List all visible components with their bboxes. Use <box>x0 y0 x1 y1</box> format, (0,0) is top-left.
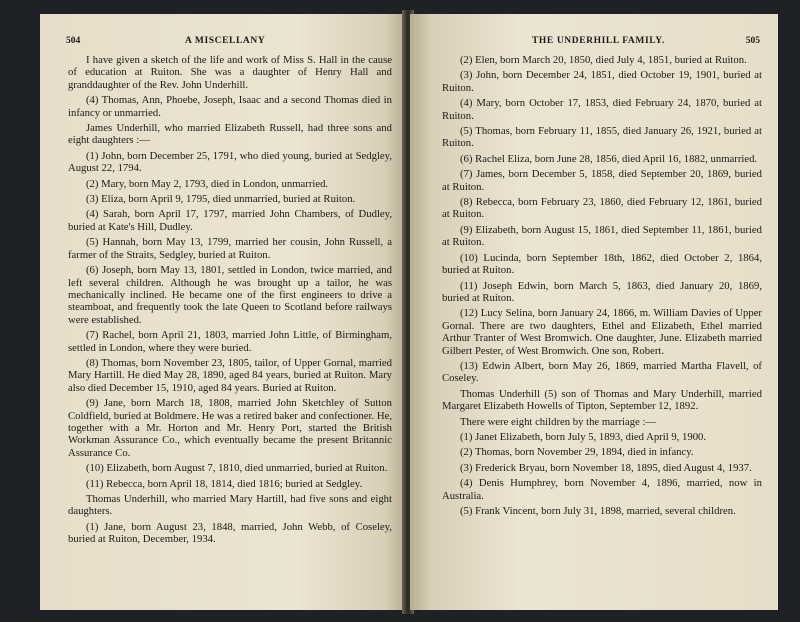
paragraph: (1) John, born December 25, 1791, who died young, buried at Sedgley, August 22, 1794. <box>68 149 392 175</box>
paragraph: (4) Denis Humphrey, born November 4, 1896, married, now in Australia. <box>442 477 762 502</box>
paragraph: (11) Rebecca, born April 18, 1814, died 1816; buried at Sedgley. <box>86 477 363 490</box>
paragraph: (7) James, born December 5, 1858, died September 20, 1869, buried at Ruiton. <box>442 168 762 193</box>
paragraph: (5) Frank Vincent, born July 31, 1898, married, several children. <box>460 505 736 517</box>
paragraph: (4) Sarah, born April 17, 1797, married John Chambers, of Dudley, buried at Kate's Hill, Dudley. <box>68 208 392 233</box>
paragraph: (1) Jane, born August 23, 1848, married, John Webb, of Coseley, buried at Ruiton, December, 1934. <box>68 520 392 546</box>
paragraph: Thomas Underhill (5) son of Thomas and Mary Underhill, married Margaret Elizabeth Howells of Tipton, September 12, 1892. <box>442 387 762 413</box>
paragraph: (4) Thomas, Ann, Phoebe, Joseph, Isaac and a second Thomas died in infancy or unmarried. <box>68 94 392 119</box>
paragraph: (7) Rachel, born April 21, 1803, married John Little, of Birmingham, settled in London, where they were buried. <box>68 329 392 354</box>
page-body <box>442 54 762 520</box>
running-head: THE UNDERHILL FAMILY. <box>532 36 665 46</box>
paragraph: (3) Frederick Bryau, born November 18, 1895, died August 4, 1937. <box>460 461 752 474</box>
paragraph: (3) John, born December 24, 1851, died October 19, 1901, buried at Ruiton. <box>442 69 762 94</box>
paragraph: (10) Elizabeth, born August 7, 1810, died unmarried, buried at Ruiton. <box>86 462 388 475</box>
paragraph: (3) Eliza, born April 9, 1795, died unmarried, buried at Ruiton. <box>86 193 356 206</box>
paragraph: James Underhill, who married Elizabeth Russell, had three sons and eight daughters :— <box>68 122 392 147</box>
paragraph: (5) Thomas, born February 11, 1855, died January 26, 1921, buried at Ruiton. <box>442 125 762 150</box>
paragraph: (6) Joseph, born May 13, 1801, settled in London, twice married, and left several children. Although he was brought up a tailor, he was mechanically inclined. He became one of the first engineers to drive a steamboat, and frequently took the late Queen to Scotland before railways were established. <box>68 264 392 326</box>
paragraph: (9) Jane, born March 18, 1808, married John Sketchley of Sutton Coldfield, buried at Boldmere. He was a retired baker and confectioner. He, together with a Mr. Horton and Mr. Henry Port, started the British Workman Assurance Co., which eventually became the present Britannic Assurance Co. <box>68 397 392 459</box>
left-page <box>40 14 406 610</box>
running-head: A MISCELLANY <box>185 36 266 46</box>
page-number: 505 <box>745 36 760 46</box>
paragraph: There were eight children by the marriage :— <box>460 415 657 428</box>
paragraph: (2) Mary, born May 2, 1793, died in London, unmarried. <box>86 177 329 190</box>
paragraph: (6) Rachel Eliza, born June 28, 1856, died April 16, 1882, unmarried. <box>460 152 758 165</box>
paragraph: (8) Rebecca, born February 23, 1860, died February 12, 1861, buried at Ruiton. <box>442 196 762 221</box>
paragraph: (11) Joseph Edwin, born March 5, 1863, died January 20, 1869, buried at Ruiton. <box>442 279 762 304</box>
paragraph: (12) Lucy Selina, born January 24, 1866, m. William Davies of Upper Gornal. There are two daughters, Ethel and Elizabeth, Ethel married Arthur Tranter of West Bromwich. One daughter, June. Elizabeth married Gilbert Pester, of West Bromwich. One son, Robert. <box>442 307 762 357</box>
paragraph: (1) Janet Elizabeth, born July 5, 1893, died April 9, 1900. <box>460 430 707 443</box>
paragraph: Thomas Underhill, who married Mary Hartill, had five sons and eight daughters. <box>68 493 392 518</box>
paragraph: I have given a sketch of the life and work of Miss S. Hall in the cause of education at Ruiton. She was a daughter of Henry Hall and granddaughter of the Rev. John Underhill. <box>68 54 392 91</box>
paragraph: (8) Thomas, born November 23, 1805, tailor, of Upper Gornal, married Mary Hartill. He died May 28, 1890, aged 84 years, buried at Ruiton. Mary also died December 15, 1910, aged 84 years. Buried at Ruiton. <box>68 356 392 394</box>
page-body <box>68 54 392 549</box>
paragraph: (9) Elizabeth, born August 15, 1861, died September 11, 1861, buried at Ruiton. <box>442 223 762 249</box>
paragraph: (5) Hannah, born May 13, 1799, married her cousin, John Russell, a farmer of the Straits, Sedgley, buried at Ruiton. <box>68 236 392 261</box>
paragraph: (10) Lucinda, born September 18th, 1862, died October 2, 1864, buried at Ruiton. <box>442 251 762 277</box>
page-number: 504 <box>66 36 81 46</box>
paragraph: (2) Elen, born March 20, 1850, died July 4, 1851, buried at Ruiton. <box>460 54 747 66</box>
paragraph: (4) Mary, born October 17, 1853, died February 24, 1870, buried at Ruiton. <box>442 97 762 122</box>
paragraph: (2) Thomas, born November 29, 1894, died in infancy. <box>460 446 694 459</box>
right-page <box>410 14 778 610</box>
paragraph: (13) Edwin Albert, born May 26, 1869, married Martha Flavell, of Coseley. <box>442 359 762 385</box>
